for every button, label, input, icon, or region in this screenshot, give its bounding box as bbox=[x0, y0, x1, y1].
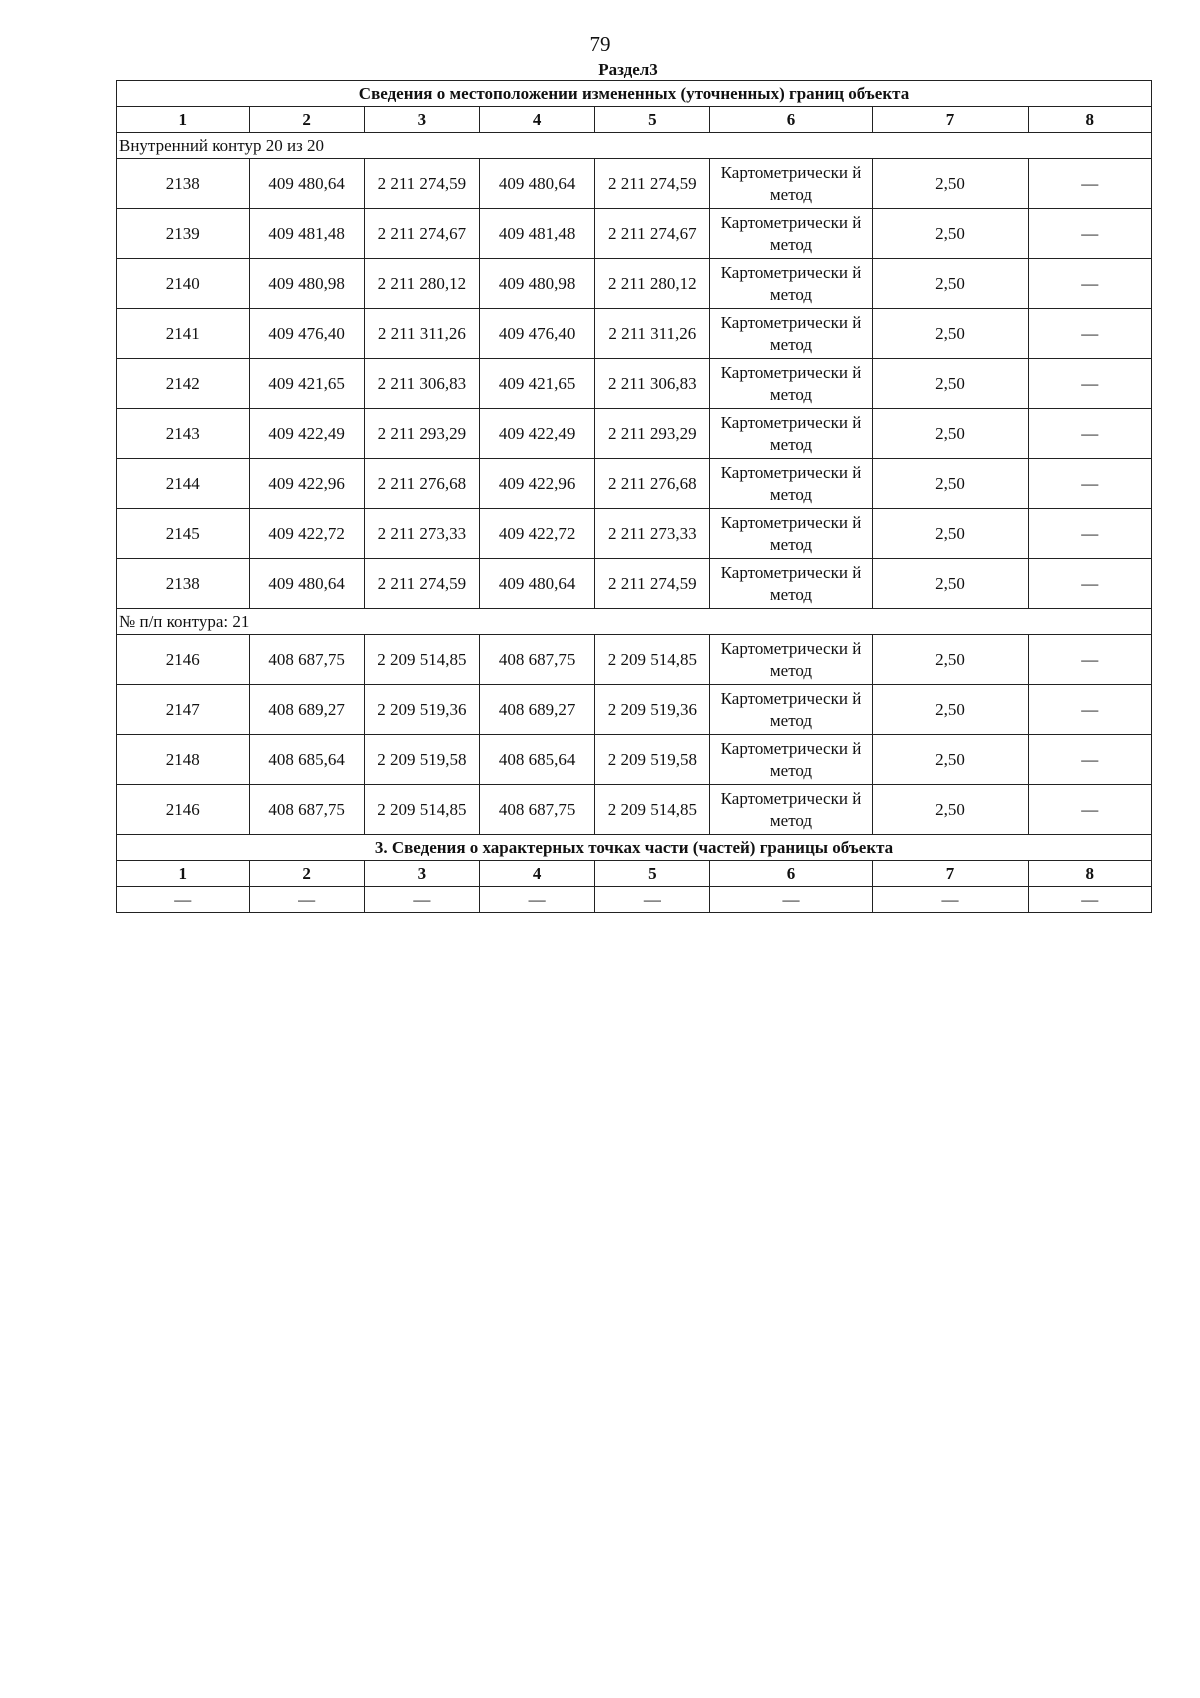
accuracy-cell: 2,50 bbox=[872, 559, 1028, 609]
y-existing-cell: 2 211 274,59 bbox=[364, 159, 479, 209]
x-existing-cell: 409 480,64 bbox=[249, 559, 364, 609]
description-cell: — bbox=[1028, 735, 1151, 785]
accuracy-cell: 2,50 bbox=[872, 635, 1028, 685]
table-row bbox=[117, 559, 1152, 609]
empty-cell: — bbox=[595, 887, 710, 913]
point-number-cell: 2139 bbox=[117, 209, 250, 259]
y-new-cell: 2 211 293,29 bbox=[595, 409, 710, 459]
x-new-cell: 409 422,72 bbox=[479, 509, 594, 559]
table-row bbox=[117, 409, 1152, 459]
x-new-cell: 409 480,64 bbox=[479, 559, 594, 609]
description-cell: — bbox=[1028, 635, 1151, 685]
method-cell: Картометрически й метод bbox=[710, 509, 872, 559]
column-header: 8 bbox=[1028, 107, 1151, 133]
y-existing-cell: 2 211 274,59 bbox=[364, 559, 479, 609]
column-header: 1 bbox=[117, 861, 250, 887]
contour-group-row bbox=[117, 133, 1152, 159]
table-row bbox=[117, 309, 1152, 359]
section3-empty-row bbox=[117, 887, 1152, 913]
description-cell: — bbox=[1028, 259, 1151, 309]
x-new-cell: 409 480,98 bbox=[479, 259, 594, 309]
table-row bbox=[117, 509, 1152, 559]
point-number-cell: 2147 bbox=[117, 685, 250, 735]
y-new-cell: 2 211 274,67 bbox=[595, 209, 710, 259]
method-cell: Картометрически й метод bbox=[710, 559, 872, 609]
y-new-cell: 2 211 306,83 bbox=[595, 359, 710, 409]
y-new-cell: 2 209 514,85 bbox=[595, 785, 710, 835]
x-existing-cell: 409 422,72 bbox=[249, 509, 364, 559]
x-existing-cell: 409 480,98 bbox=[249, 259, 364, 309]
contour-label: № п/п контура: 21 bbox=[117, 609, 1152, 635]
y-existing-cell: 2 211 311,26 bbox=[364, 309, 479, 359]
table-row bbox=[117, 635, 1152, 685]
y-existing-cell: 2 209 519,58 bbox=[364, 735, 479, 785]
y-new-cell: 2 209 519,58 bbox=[595, 735, 710, 785]
method-cell: Картометрически й метод bbox=[710, 309, 872, 359]
x-existing-cell: 409 422,96 bbox=[249, 459, 364, 509]
accuracy-cell: 2,50 bbox=[872, 735, 1028, 785]
method-cell: Картометрически й метод bbox=[710, 259, 872, 309]
method-cell: Картометрически й метод bbox=[710, 359, 872, 409]
description-cell: — bbox=[1028, 209, 1151, 259]
y-existing-cell: 2 211 273,33 bbox=[364, 509, 479, 559]
method-cell: Картометрически й метод bbox=[710, 159, 872, 209]
x-existing-cell: 408 689,27 bbox=[249, 685, 364, 735]
page-number: 79 bbox=[589, 32, 611, 56]
description-cell: — bbox=[1028, 785, 1151, 835]
description-cell: — bbox=[1028, 559, 1151, 609]
x-new-cell: 409 476,40 bbox=[479, 309, 594, 359]
y-existing-cell: 2 211 276,68 bbox=[364, 459, 479, 509]
x-new-cell: 409 481,48 bbox=[479, 209, 594, 259]
x-new-cell: 409 422,49 bbox=[479, 409, 594, 459]
description-cell: — bbox=[1028, 409, 1151, 459]
accuracy-cell: 2,50 bbox=[872, 159, 1028, 209]
section3-caption: 3. Сведения о характерных точках части (частей) границы объекта bbox=[117, 835, 1152, 861]
x-new-cell: 408 689,27 bbox=[479, 685, 594, 735]
x-new-cell: 408 685,64 bbox=[479, 735, 594, 785]
method-cell: Картометрически й метод bbox=[710, 209, 872, 259]
point-number-cell: 2148 bbox=[117, 735, 250, 785]
x-new-cell: 408 687,75 bbox=[479, 635, 594, 685]
x-new-cell: 409 421,65 bbox=[479, 359, 594, 409]
point-number-cell: 2146 bbox=[117, 635, 250, 685]
description-cell: — bbox=[1028, 459, 1151, 509]
method-cell: Картометрически й метод bbox=[710, 409, 872, 459]
accuracy-cell: 2,50 bbox=[872, 209, 1028, 259]
x-existing-cell: 409 476,40 bbox=[249, 309, 364, 359]
table-row bbox=[117, 159, 1152, 209]
table-row bbox=[117, 259, 1152, 309]
column-header: 5 bbox=[595, 861, 710, 887]
column-header: 3 bbox=[364, 107, 479, 133]
column-header: 8 bbox=[1028, 861, 1151, 887]
x-new-cell: 409 480,64 bbox=[479, 159, 594, 209]
method-cell: Картометрически й метод bbox=[710, 735, 872, 785]
y-new-cell: 2 211 274,59 bbox=[595, 159, 710, 209]
y-existing-cell: 2 211 306,83 bbox=[364, 359, 479, 409]
description-cell: — bbox=[1028, 159, 1151, 209]
y-new-cell: 2 209 519,36 bbox=[595, 685, 710, 735]
table-caption: Сведения о местоположении измененных (уточненных) границ объекта bbox=[117, 81, 1152, 107]
y-existing-cell: 2 209 514,85 bbox=[364, 785, 479, 835]
column-header: 7 bbox=[872, 861, 1028, 887]
y-existing-cell: 2 211 280,12 bbox=[364, 259, 479, 309]
column-header: 5 bbox=[595, 107, 710, 133]
point-number-cell: 2143 bbox=[117, 409, 250, 459]
method-cell: Картометрически й метод bbox=[710, 685, 872, 735]
section3-caption-row bbox=[117, 835, 1152, 861]
column-header: 1 bbox=[117, 107, 250, 133]
contour-label: Внутренний контур 20 из 20 bbox=[117, 133, 1152, 159]
accuracy-cell: 2,50 bbox=[872, 785, 1028, 835]
empty-cell: — bbox=[710, 887, 872, 913]
accuracy-cell: 2,50 bbox=[872, 309, 1028, 359]
table-row bbox=[117, 685, 1152, 735]
y-existing-cell: 2 209 519,36 bbox=[364, 685, 479, 735]
x-existing-cell: 408 687,75 bbox=[249, 785, 364, 835]
accuracy-cell: 2,50 bbox=[872, 509, 1028, 559]
column-header: 3 bbox=[364, 861, 479, 887]
method-cell: Картометрически й метод bbox=[710, 635, 872, 685]
table-caption-row bbox=[117, 81, 1152, 107]
x-existing-cell: 409 481,48 bbox=[249, 209, 364, 259]
point-number-cell: 2138 bbox=[117, 159, 250, 209]
accuracy-cell: 2,50 bbox=[872, 259, 1028, 309]
y-existing-cell: 2 209 514,85 bbox=[364, 635, 479, 685]
y-existing-cell: 2 211 274,67 bbox=[364, 209, 479, 259]
x-existing-cell: 408 685,64 bbox=[249, 735, 364, 785]
table-row bbox=[117, 735, 1152, 785]
empty-cell: — bbox=[364, 887, 479, 913]
column-header: 4 bbox=[479, 107, 594, 133]
y-new-cell: 2 211 276,68 bbox=[595, 459, 710, 509]
boundary-table bbox=[116, 80, 1152, 913]
x-new-cell: 408 687,75 bbox=[479, 785, 594, 835]
method-cell: Картометрически й метод bbox=[710, 785, 872, 835]
y-existing-cell: 2 211 293,29 bbox=[364, 409, 479, 459]
column-header-row bbox=[117, 107, 1152, 133]
point-number-cell: 2142 bbox=[117, 359, 250, 409]
y-new-cell: 2 209 514,85 bbox=[595, 635, 710, 685]
point-number-cell: 2144 bbox=[117, 459, 250, 509]
empty-cell: — bbox=[872, 887, 1028, 913]
point-number-cell: 2140 bbox=[117, 259, 250, 309]
x-existing-cell: 408 687,75 bbox=[249, 635, 364, 685]
empty-cell: — bbox=[479, 887, 594, 913]
y-new-cell: 2 211 311,26 bbox=[595, 309, 710, 359]
section-label: Раздел3 bbox=[598, 60, 658, 79]
point-number-cell: 2145 bbox=[117, 509, 250, 559]
point-number-cell: 2146 bbox=[117, 785, 250, 835]
description-cell: — bbox=[1028, 359, 1151, 409]
description-cell: — bbox=[1028, 309, 1151, 359]
y-new-cell: 2 211 273,33 bbox=[595, 509, 710, 559]
column-header: 7 bbox=[872, 107, 1028, 133]
column-header: 6 bbox=[710, 861, 872, 887]
accuracy-cell: 2,50 bbox=[872, 459, 1028, 509]
table-row bbox=[117, 209, 1152, 259]
empty-cell: — bbox=[249, 887, 364, 913]
table-row bbox=[117, 785, 1152, 835]
description-cell: — bbox=[1028, 509, 1151, 559]
accuracy-cell: 2,50 bbox=[872, 359, 1028, 409]
column-header: 2 bbox=[249, 861, 364, 887]
y-new-cell: 2 211 280,12 bbox=[595, 259, 710, 309]
empty-cell: — bbox=[117, 887, 250, 913]
table-row bbox=[117, 459, 1152, 509]
column-header: 4 bbox=[479, 861, 594, 887]
table-row bbox=[117, 359, 1152, 409]
point-number-cell: 2138 bbox=[117, 559, 250, 609]
point-number-cell: 2141 bbox=[117, 309, 250, 359]
x-existing-cell: 409 422,49 bbox=[249, 409, 364, 459]
y-new-cell: 2 211 274,59 bbox=[595, 559, 710, 609]
x-new-cell: 409 422,96 bbox=[479, 459, 594, 509]
column-header: 2 bbox=[249, 107, 364, 133]
accuracy-cell: 2,50 bbox=[872, 685, 1028, 735]
accuracy-cell: 2,50 bbox=[872, 409, 1028, 459]
contour-group-row bbox=[117, 609, 1152, 635]
empty-cell: — bbox=[1028, 887, 1151, 913]
x-existing-cell: 409 480,64 bbox=[249, 159, 364, 209]
x-existing-cell: 409 421,65 bbox=[249, 359, 364, 409]
method-cell: Картометрически й метод bbox=[710, 459, 872, 509]
column-header: 6 bbox=[710, 107, 872, 133]
description-cell: — bbox=[1028, 685, 1151, 735]
section3-header-row bbox=[117, 861, 1152, 887]
